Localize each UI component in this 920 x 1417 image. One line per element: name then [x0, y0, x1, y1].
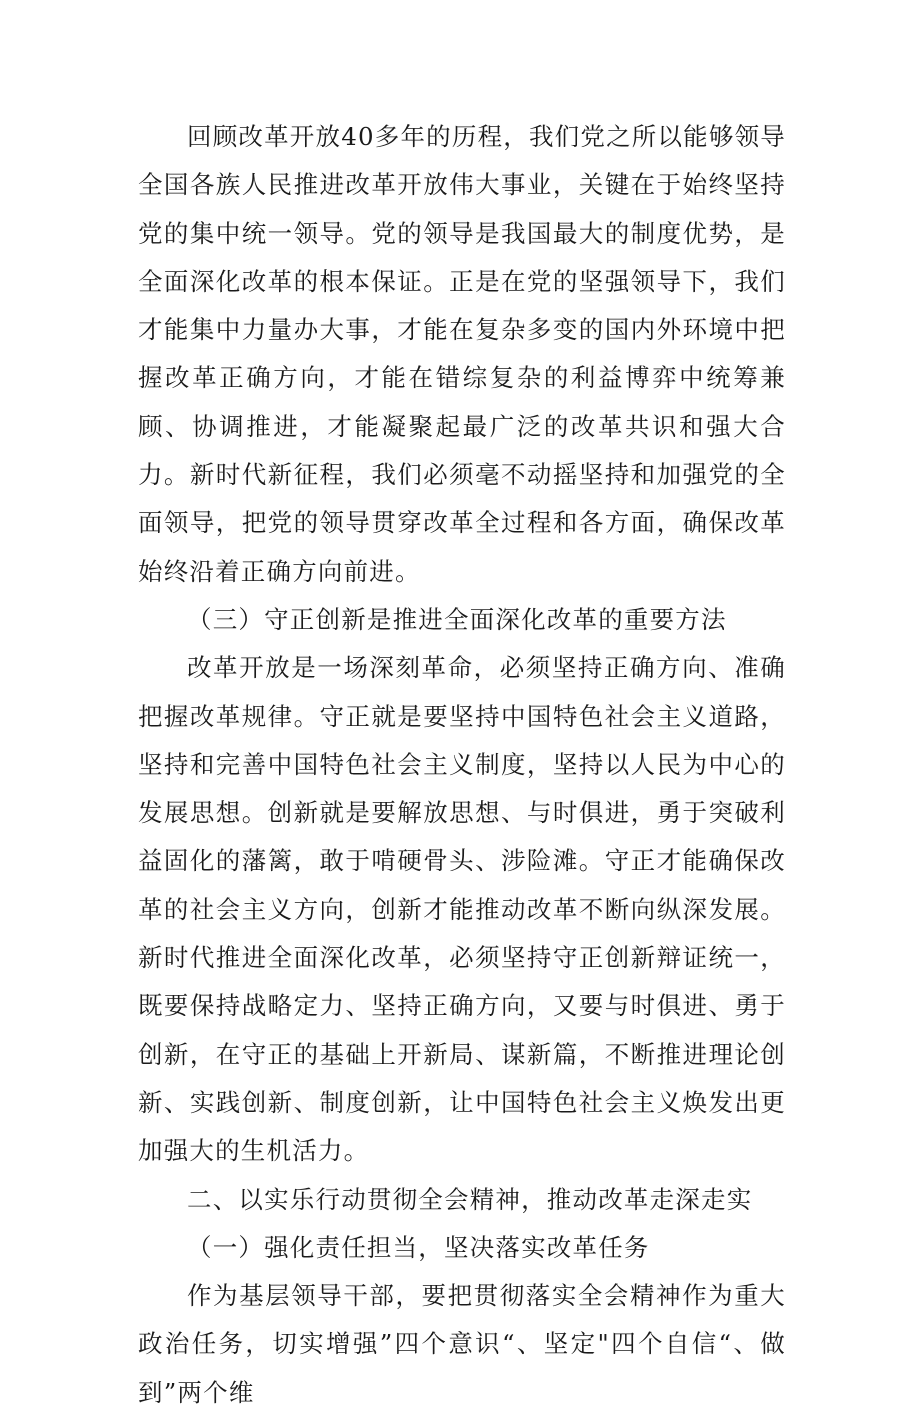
section-heading-integrity-innovation: （三）守正创新是推进全面深化改革的重要方法 — [187, 604, 727, 634]
section-heading-responsibility: （一）强化责任担当，坚决落实改革任务 — [187, 1232, 650, 1262]
paragraph-grassroots-leaders: 作为基层领导干部，要把贯彻落实全会精神作为重大政治任务，切实增强”四个意识“、坚定"四个自信“、做到”两个维 — [138, 1281, 786, 1407]
chapter-heading-implementation: 二、以实乐行动贯彻全会精神，推动改革走深走实 — [187, 1184, 753, 1214]
document-body — [138, 113, 786, 1417]
paragraph-integrity-innovation: 改革开放是一场深刻革命，必须坚持正确方向、准确把握改革规律。守正就是要坚持中国特色社会主义道路，坚持和完善中国特色社会主义制度，坚持以人民为中心的发展思想。创新就是要解放思想、与时俱进，勇于突破利益固化的藩篱，敢于啃硬骨头、涉险滩。守正才能确保改革的社会主义方向，创新才能推动改革不断向纵深发展。新时代推进全面深化改革，必须坚持守正创新辩证统一，既要保持战略定力、坚持正确方向，又要与时俱进、勇于创新，在守正的基础上开新局、谋新篇，不断推进理论创新、实践创新、制度创新，让中国特色社会主义焕发出更加强大的生机活力。 — [138, 653, 786, 1166]
paragraph-party-leadership: 回顾改革开放40多年的历程，我们党之所以能够领导全国各族人民推进改革开放伟大事业，关键在于始终坚持党的集中统一领导。党的领导是我国最大的制度优势，是全面深化改革的根本保证。正是在党的坚强领导下，我们才能集中力量办大事，才能在复杂多变的国内外环境中把握改革正确方向，才能在错综复杂的利益博弈中统筹兼顾、协调推进，才能凝聚起最广泛的改革共识和强大合力。新时代新征程，我们必须毫不动摇坚持和加强党的全面领导，把党的领导贯穿改革全过程和各方面，确保改革始终沿着正确方向前进。 — [138, 122, 786, 586]
